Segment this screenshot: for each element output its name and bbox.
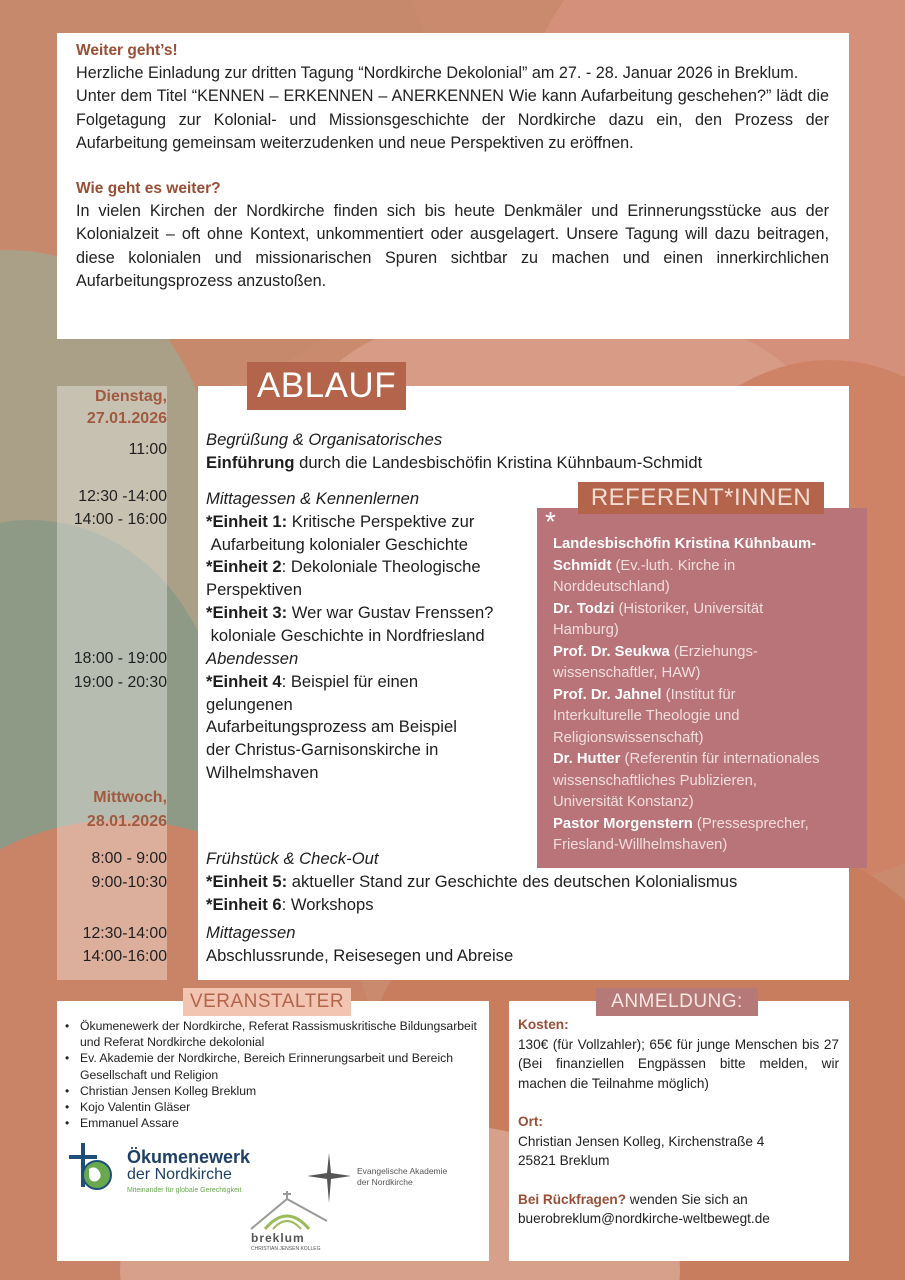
time-slot: 9:00-10:30 bbox=[91, 874, 167, 891]
day1-name: Dienstag, bbox=[94, 388, 167, 405]
kosten-label: Kosten: bbox=[518, 1017, 569, 1032]
speaker-info: Hamburg) bbox=[553, 622, 619, 638]
speaker-name: Landesbischöfin Kristina Kühnbaum- bbox=[553, 536, 817, 552]
ort-line: Christian Jensen Kolleg, Kirchenstraße 4 bbox=[518, 1133, 765, 1149]
item-text: Mittagessen & Kennenlernen bbox=[206, 489, 420, 508]
speaker-name: Prof. Dr. Jahnel bbox=[553, 686, 662, 703]
logo-text: breklum bbox=[251, 1231, 305, 1245]
item-text: Aufarbeitung kolonialer Geschichte bbox=[210, 534, 468, 554]
speaker-info: Friesland-Willhelmshaven) bbox=[553, 837, 728, 853]
day2-name: Mittwoch, bbox=[93, 789, 167, 806]
speaker-info: Norddeutschland) bbox=[553, 579, 670, 595]
item-text: Perspektiven bbox=[206, 580, 302, 600]
item-text: der Christus-Garnisonskirche in bbox=[206, 740, 439, 760]
item-text: aktueller Stand zur Geschichte des deutschen Kolonialismus bbox=[287, 871, 738, 891]
ort-line: 25821 Breklum bbox=[518, 1153, 610, 1168]
item-bold: *Einheit 3: bbox=[206, 602, 288, 622]
list-item: • Kojo Valentin Gläser bbox=[79, 1099, 479, 1115]
anmeldung-panel bbox=[509, 1001, 849, 1261]
item-bold: *Einheit 1: bbox=[206, 511, 288, 531]
list-item: • Ökumenewerk der Nordkirche, Referat Rassismuskritische Bildungsarbeit und Referat Nordkirche dekolonial bbox=[79, 1018, 479, 1050]
speaker-info: (Institut für bbox=[661, 686, 736, 703]
email-link[interactable]: buerobreklum@nordkirche-weltbewegt.de bbox=[518, 1211, 770, 1226]
speaker-info: Universität Konstanz) bbox=[553, 794, 694, 810]
schedule-item bbox=[206, 922, 513, 968]
anmeldung-title: ANMELDUNG: bbox=[596, 988, 758, 1016]
time-slot: 12:30-14:00 bbox=[82, 925, 167, 942]
schedule-item bbox=[206, 488, 493, 648]
breklum-roof-icon bbox=[247, 1191, 331, 1233]
item-text: durch die Landesbischöfin Kristina Kühnbaum-Schmidt bbox=[294, 452, 703, 472]
speaker-name: Pastor Morgenstern bbox=[553, 815, 693, 832]
schedule-item bbox=[206, 429, 702, 475]
logo-text: Ökumenewerk bbox=[127, 1147, 251, 1167]
speaker-info: (Ev.-luth. Kirche in bbox=[611, 557, 736, 574]
speaker-info: (Historiker, Universität bbox=[614, 600, 764, 617]
day2-label bbox=[57, 787, 167, 833]
item-bold: *Einheit 5: bbox=[206, 871, 288, 891]
item-text: koloniale Geschichte in Nordfriesland bbox=[210, 625, 485, 645]
item-text: Aufarbeitungsprozess am Beispiel bbox=[206, 717, 457, 737]
item-text: Abendessen bbox=[206, 649, 299, 668]
item-bold: *Einheit 6 bbox=[206, 894, 282, 914]
fragen-line bbox=[518, 1190, 839, 1210]
item-text: Abschlussrunde, Reisesegen und Abreise bbox=[206, 945, 514, 965]
day2-date: 28.01.2026 bbox=[86, 813, 167, 830]
item-text: gelungenen bbox=[206, 694, 293, 714]
time-slot: 14:00 - 16:00 bbox=[73, 511, 167, 528]
fragen-label: Bei Rückfragen? bbox=[518, 1191, 627, 1207]
oekumenewerk-logo bbox=[67, 1141, 267, 1201]
logo-text: der Nordkirche bbox=[357, 1177, 413, 1187]
schedule-item bbox=[206, 648, 457, 785]
list-item: • Ev. Akademie der Nordkirche, Bereich Erinnerungsarbeit und Bereich Gesellschaft und Religion bbox=[79, 1050, 479, 1082]
speaker-info: Religionswissenschaft) bbox=[553, 729, 704, 746]
item-text: Mittagessen bbox=[206, 923, 296, 942]
item-bold: *Einheit 4 bbox=[206, 671, 282, 691]
veranstalter-panel bbox=[57, 1001, 489, 1261]
breklum-logo bbox=[245, 1191, 335, 1251]
speaker-info: wissenschaftler, HAW) bbox=[553, 665, 701, 681]
kosten-text: 130€ (für Vollzahler); 65€ für junge Menschen bis 27 (Bei finanziellen Engpässen bitte melden, wir machen die Teilnahme möglich) bbox=[518, 1036, 839, 1091]
intro-paragraph-1b: Unter dem Titel “KENNEN – ERKENNEN – ANERKENNEN Wie kann Aufarbeitung geschehen?” lädt die Folgetagung zur Kolonial- und Missionsgeschichte der Nordkirche dazu ein, den Prozess der Aufarbeitung gemeinsam weiterzudenken und neue Perspektiven zu eröffnen. bbox=[76, 87, 829, 152]
speaker-name: Dr. Todzi bbox=[553, 600, 615, 617]
intro-paragraph-1a: Herzliche Einladung zur dritten Tagung “Nordkirche Dekolonial” am 27. - 28. Januar 2026 in Breklum. bbox=[76, 64, 799, 83]
intro-paragraph-2: In vielen Kirchen der Nordkirche finden sich bis heute Denkmäler und Erinnerungsstücke aus der Kolonialzeit – oft ohne Kontext, unkommentiert oder ausgelagert. Unsere Tagung will dazu beitragen, diese kolonialen und missionarischen Spuren sichtbar zu machen und einen innerkirchlichen Aufarbeitungsprozess anzustoßen. bbox=[76, 202, 829, 290]
item-text: Begrüßung & Organisatorisches bbox=[206, 430, 443, 449]
speaker-info: wissenschaftliches Publizieren, bbox=[553, 772, 757, 789]
list-item: • Emmanuel Assare bbox=[79, 1115, 479, 1131]
speaker-info: (Erziehungs- bbox=[669, 643, 758, 660]
item-text: Wer war Gustav Frenssen? bbox=[287, 602, 494, 622]
time-slot: 19:00 - 20:30 bbox=[73, 674, 167, 691]
item-text: Frühstück & Check-Out bbox=[206, 849, 379, 868]
time-slot: 8:00 - 9:00 bbox=[91, 850, 167, 867]
asterisk-icon: * bbox=[545, 506, 556, 537]
time-slot: 14:00-16:00 bbox=[82, 948, 167, 965]
referenten-box bbox=[537, 508, 867, 868]
item-text: Wilhelmshaven bbox=[206, 762, 319, 782]
fragen-text: wenden Sie sich an bbox=[626, 1191, 748, 1207]
veranstalter-title: VERANSTALTER bbox=[183, 988, 351, 1016]
ablauf-title: ABLAUF bbox=[247, 362, 406, 410]
item-text: : Beispiel für einen bbox=[281, 671, 419, 691]
speaker-info: Interkulturelle Theologie und bbox=[553, 708, 740, 724]
intro-heading-1: Weiter geht’s! bbox=[76, 42, 178, 59]
logo-text: Evangelische Akademie bbox=[357, 1166, 448, 1176]
intro-heading-2: Wie geht es weiter? bbox=[76, 180, 221, 198]
item-bold: Einführung bbox=[206, 452, 295, 472]
speaker-name: Schmidt bbox=[553, 557, 612, 574]
day1-date: 27.01.2026 bbox=[86, 410, 167, 427]
time-slot: 18:00 - 19:00 bbox=[73, 650, 167, 667]
speaker-name: Prof. Dr. Seukwa bbox=[553, 643, 670, 660]
time-slot: 12:30 -14:00 bbox=[78, 488, 167, 505]
item-text: : Workshops bbox=[281, 894, 374, 914]
logo-text: der Nordkirche bbox=[127, 1166, 232, 1183]
list-item: • Christian Jensen Kolleg Breklum bbox=[79, 1083, 479, 1099]
cross-globe-icon bbox=[67, 1141, 119, 1197]
organizer-list bbox=[79, 1018, 479, 1131]
speaker-info: (Pressesprecher, bbox=[692, 815, 809, 832]
speaker-info: (Referentin für internationales bbox=[620, 751, 820, 767]
day1-label bbox=[57, 386, 167, 430]
intro-panel bbox=[57, 33, 849, 339]
referenten-title: REFERENT*INNEN bbox=[578, 482, 824, 514]
logo-text: Miteinander für globale Gerechtigkeit bbox=[127, 1187, 242, 1194]
time-slot: 11:00 bbox=[128, 441, 167, 458]
item-text: Kritische Perspektive zur bbox=[287, 511, 475, 531]
ort-label: Ort: bbox=[518, 1114, 543, 1129]
speaker-name: Dr. Hutter bbox=[553, 751, 621, 767]
logo-text: CHRISTIAN JENSEN KOLLEG bbox=[251, 1246, 321, 1252]
item-text: : Dekoloniale Theologische bbox=[281, 557, 481, 577]
item-bold: *Einheit 2 bbox=[206, 557, 282, 577]
